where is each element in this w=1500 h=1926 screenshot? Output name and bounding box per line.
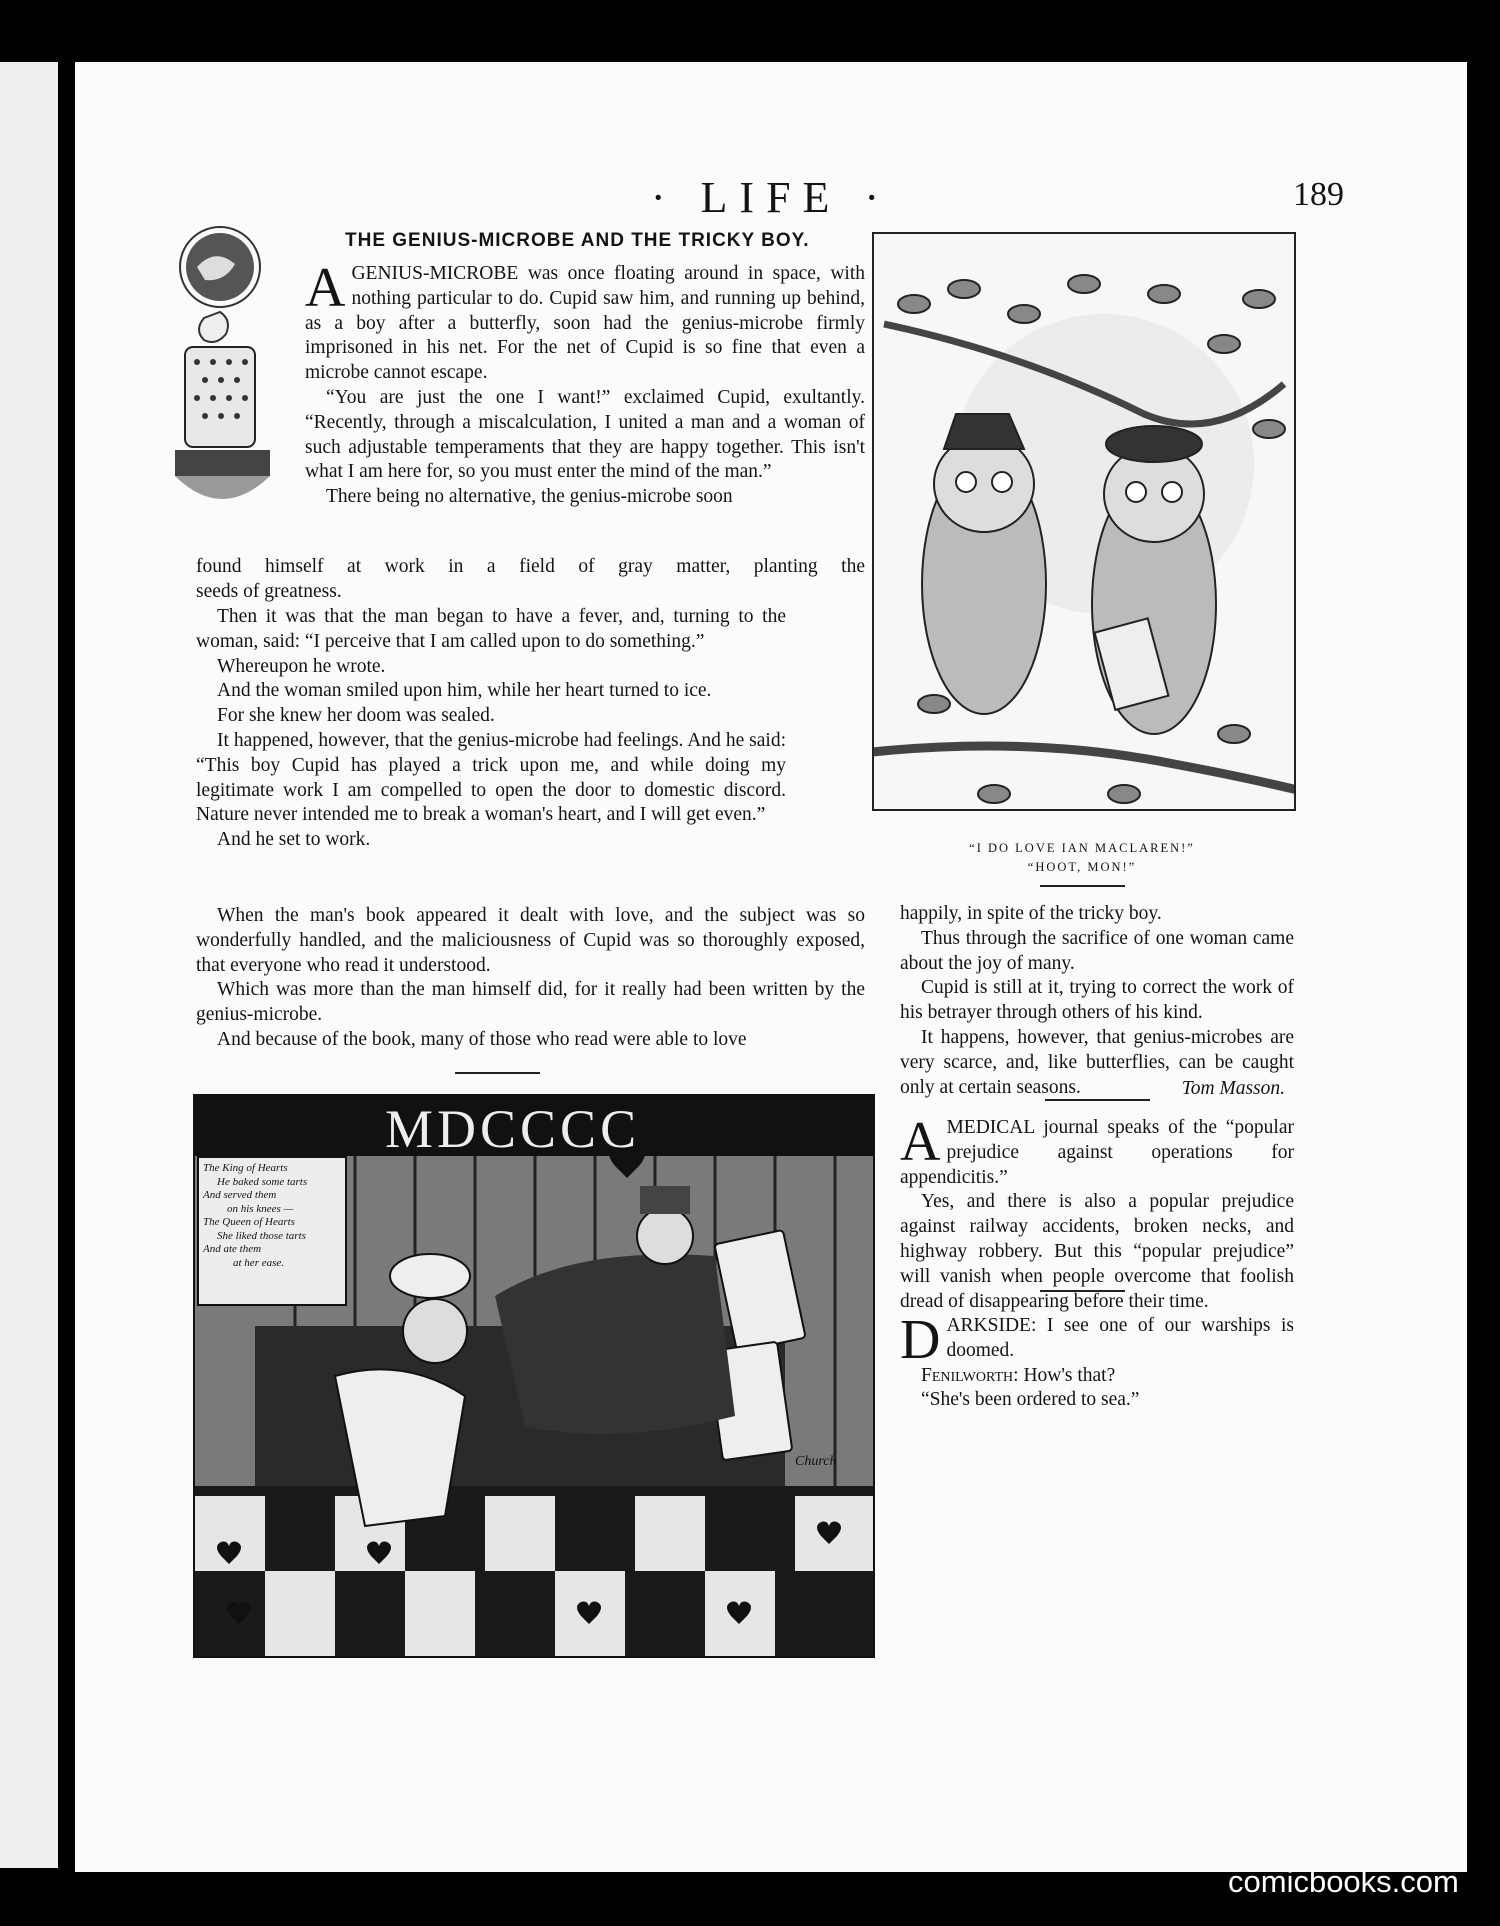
dialogue-line [900, 1309, 1294, 1371]
magazine-page [75, 62, 1467, 1872]
article-paragraph: Cupid is still at it, trying to correct the work of his betrayer through others of his kind. [900, 977, 1294, 1024]
verse-line: The Queen of Hearts [203, 1216, 295, 1228]
artist-signature: Church [795, 1454, 837, 1469]
owl-left [922, 414, 1046, 714]
article-paragraph: “You are just the one I want!” exclaimed Cupid, exultantly. “Recently, through a miscalculation, I united a man and a woman of such adjustable temperaments that they are happy together. This isn't what I am here for, so you must enter the mind of the man.” [305, 386, 865, 483]
dialogue-text: I see one of our warships is doomed. [946, 1315, 1294, 1361]
article-paragraph: And because of the book, many of those who read were able to love [217, 1028, 747, 1050]
medical-paragraph: MEDICAL journal speaks of the “popular prejudice against operations for appendicitis.” [900, 1117, 1294, 1188]
watermark: comicbooks.com [1228, 1864, 1459, 1899]
verse-line: She liked those tarts [217, 1229, 306, 1242]
owl-caption-line-2: “HOOT, MON!” [1027, 860, 1137, 874]
article-drop-cap: A [305, 257, 346, 319]
article-paragraph: It happened, however, that the genius-microbe had feelings. And he said: “This boy Cupid has played a trick upon me, and while doing my legitimate work I am compelled to open the door to domestic discord. Nature never intended me to break a woman's heart, and I will get even.” [196, 729, 786, 826]
adjacent-page-edge [0, 62, 58, 1868]
article-paragraph: Thus through the sacrifice of one woman came about the joy of many. [900, 927, 1294, 974]
masthead: · LIFE · [650, 173, 892, 222]
article-body-wide [196, 555, 865, 605]
article-body-bottom [196, 904, 865, 1053]
article-paragraph: It happens, however, that genius-microbes are very scarce, and, like butterflies, can be caught only at certain seasons. [900, 1026, 1294, 1098]
dialogue-drop-cap: D [900, 1309, 941, 1371]
owl-caption-line-1: “I DO LOVE IAN MACLAREN!” [969, 841, 1195, 855]
article-paragraph: Then it was that the man began to have a fever, and, turning to the woman, said: “I perceive that I am called upon to do something.” [196, 606, 786, 652]
dialogue-line: “She's been ordered to sea.” [921, 1389, 1140, 1411]
article-paragraph: When the man's book appeared it dealt with love, and the subject was so wonderfully handled, and the maliciousness of Cupid was so thoroughly exposed, that everyone who read it understood. [196, 905, 865, 976]
speaker-name: ARKSIDE: [946, 1315, 1037, 1336]
verse-line: And served them [203, 1189, 277, 1201]
article-paragraph: Whereupon he wrote. [217, 655, 386, 677]
cards-heading: MDCCCC [385, 1099, 641, 1159]
article-paragraph: And the woman smiled upon him, while her heart turned to ice. [217, 680, 712, 702]
medical-drop-cap: A [900, 1111, 941, 1173]
speaker-name: Fenilworth: [921, 1364, 1019, 1386]
medical-item [900, 1111, 1294, 1314]
article-body-top [305, 257, 865, 510]
verse-line: And ate them [203, 1243, 262, 1255]
article-paragraph: Which was more than the man himself did, for it really had been written by the genius-microbe. [196, 979, 865, 1026]
medical-paragraph: Yes, and there is also a popular prejudice against railway accidents, broken necks, and highway robbery. But this “popular prejudice” will vanish when people overcome that foolish dread of disappearing before their time. [900, 1191, 1294, 1312]
article-paragraph: For she knew her doom was sealed. [217, 705, 495, 727]
dialogue-item [900, 1309, 1294, 1413]
article-body-continued [900, 902, 1294, 1100]
verse-line: The King of Hearts [203, 1162, 288, 1174]
article-line: seeds of greatness. [196, 580, 342, 602]
dialogue-line [900, 1364, 1294, 1389]
owl-illustration [872, 232, 1296, 811]
article-paragraph: There being no alternative, the genius-microbe soon [326, 486, 733, 508]
verse-line: He baked some tarts [217, 1175, 308, 1188]
verse-card [197, 1156, 347, 1306]
dialogue-text: How's that? [1023, 1364, 1116, 1386]
article-body-middle [196, 605, 786, 853]
caption-rule [1040, 885, 1125, 887]
section-rule [455, 1072, 540, 1074]
article-paragraph: And he set to work. [217, 829, 371, 851]
article-paragraph: GENIUS-MICROBE was once floating around in space, with nothing particular to do. Cupid saw him, and running up behind, as a boy after a butterfly, soon had the genius-microbe firmly imprisoned in his net. For the net of Cupid is so fine that even a microbe cannot escape. [305, 263, 865, 384]
owl-right [1092, 426, 1216, 734]
page-number: 189 [1293, 176, 1344, 213]
cupid-vignette [175, 212, 270, 612]
article-line: found himself at work in a field of gray matter, planting the [196, 556, 865, 577]
article-title: THE GENIUS-MICROBE AND THE TRICKY BOY. [345, 230, 810, 251]
owl-caption [872, 839, 1292, 877]
article-byline: Tom Masson. [1181, 1078, 1285, 1099]
verse-line: on his knees — [227, 1202, 294, 1215]
verse-line: at her ease. [233, 1256, 285, 1269]
cards-illustration [193, 1094, 875, 1658]
article-paragraph: happily, in spite of the tricky boy. [900, 903, 1162, 924]
byline-rule [1045, 1099, 1150, 1101]
section-rule [1040, 1290, 1125, 1292]
